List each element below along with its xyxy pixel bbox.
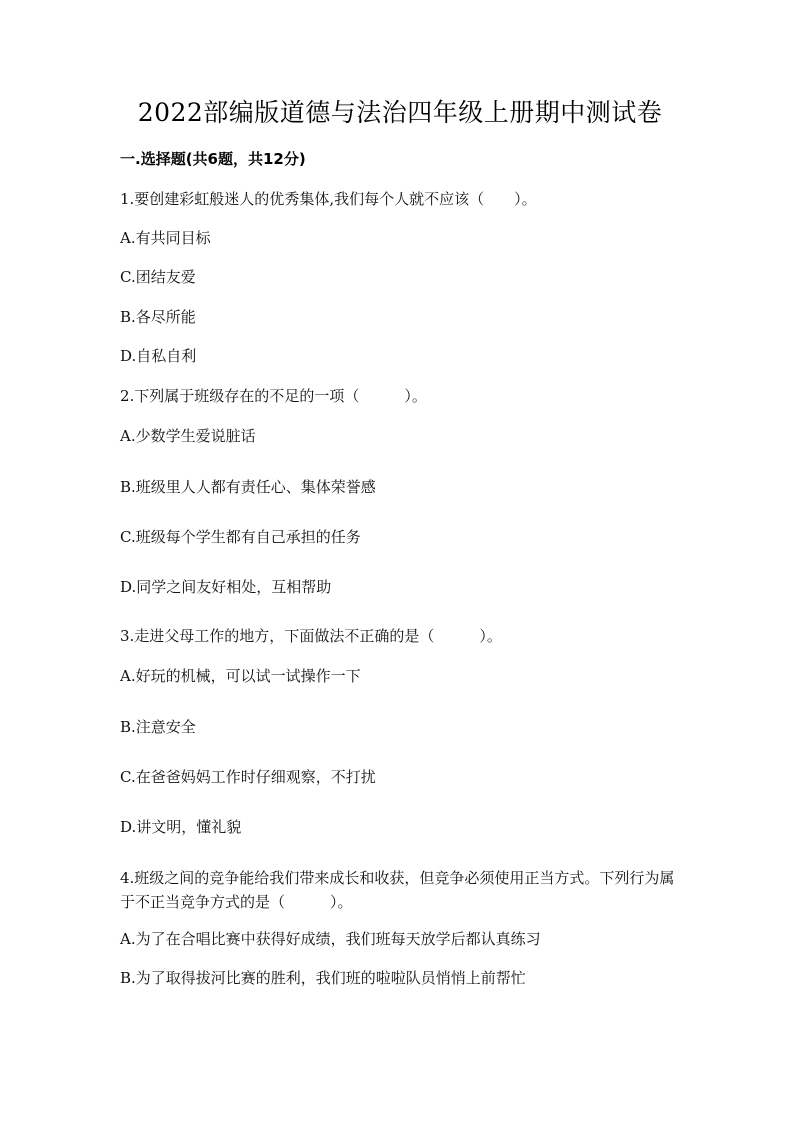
answer-option: B.注意安全: [120, 718, 196, 736]
question-stem: 3.走进父母工作的地方，下面做法不正确的是（ ）。: [120, 627, 502, 645]
answer-option: B.为了取得拔河比赛的胜利，我们班的啦啦队员悄悄上前帮忙: [120, 969, 526, 987]
section-heading: 一.选择题(共6题，共12分): [120, 150, 306, 168]
answer-option: D.自私自利: [120, 347, 197, 365]
answer-option: A.好玩的机械，可以试一试操作一下: [120, 667, 361, 685]
answer-option: C.班级每个学生都有自己承担的任务: [120, 528, 361, 546]
answer-option: D.同学之间友好相处，互相帮助: [120, 578, 332, 596]
answer-option: C.在爸爸妈妈工作时仔细观察，不打扰: [120, 768, 376, 786]
answer-option: D.讲文明，懂礼貌: [120, 818, 242, 836]
answer-option: C.团结友爱: [120, 268, 196, 286]
answer-option: A.有共同目标: [120, 229, 211, 247]
question-stem: 2.下列属于班级存在的不足的一项（ ）。: [120, 387, 427, 405]
answer-option: A.为了在合唱比赛中获得好成绩，我们班每天放学后都认真练习: [120, 930, 541, 948]
answer-option: B.班级里人人都有责任心、集体荣誉感: [120, 478, 376, 496]
page-title: 2022部编版道德与法治四年级上册期中测试卷: [137, 98, 663, 127]
answer-option: B.各尽所能: [120, 308, 196, 326]
answer-option: A.少数学生爱说脏话: [120, 427, 256, 445]
question-stem: 4.班级之间的竞争能给我们带来成长和收获，但竞争必须使用正当方式。下列行为属于不正当竞争方式的是（ ）。: [120, 869, 675, 911]
question-stem: 1.要创建彩虹般迷人的优秀集体,我们每个人就不应该（ ）。: [120, 190, 537, 208]
